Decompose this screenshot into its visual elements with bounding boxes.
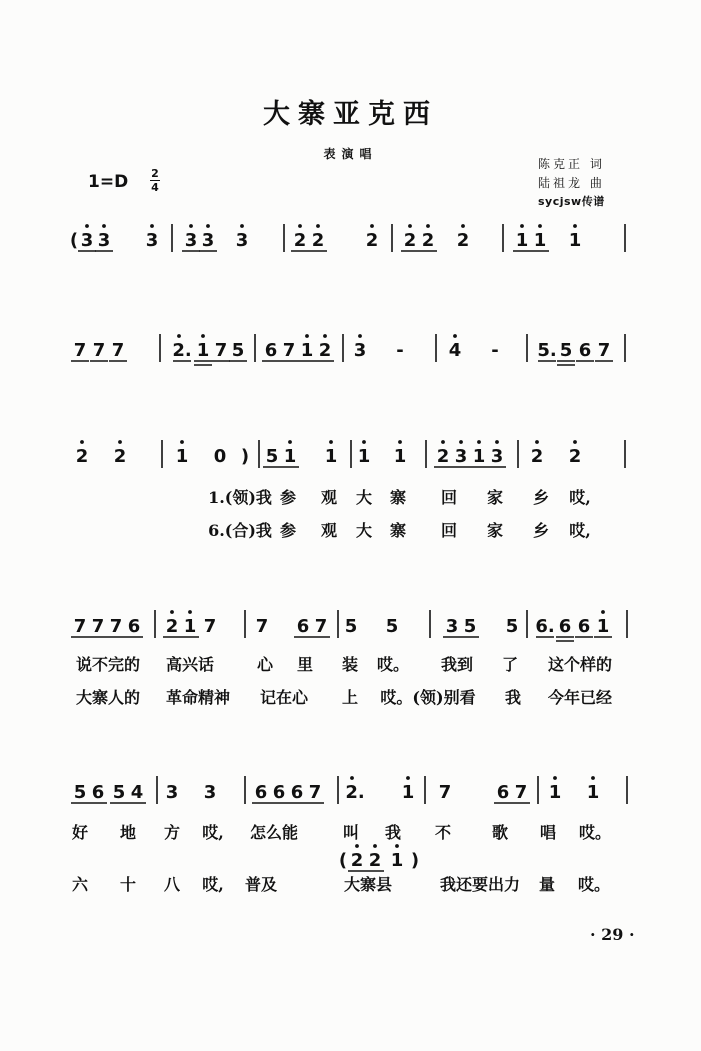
lyric-syllable: 我 [384,823,402,842]
lyric-syllable: 六 [71,875,89,894]
lyric-syllable: 回 [440,488,458,507]
notation-line-1 [0,218,701,268]
octave-dot [358,334,362,338]
lyric-syllable: 家 [486,488,504,507]
note: 1 [472,446,486,467]
lyric-line-3 [0,652,701,676]
lyric-syllable: 哎, [569,521,591,540]
lyric-syllable: 大寨人的 [75,688,141,707]
note: 5 [505,616,519,637]
lyric-syllable: 回 [440,521,458,540]
octave-dot [453,334,457,338]
lyric-syllable: 八 [163,875,181,894]
octave-dot [298,224,302,228]
lyric-syllable: 不 [434,823,452,842]
note: 7 [255,616,269,637]
note: 6 [254,782,268,803]
lyric-syllable: 唱 [539,823,557,842]
note: 5 [344,616,358,637]
lyric-syllable: 装 [341,655,359,674]
note: 5 [265,446,279,467]
note: 3 [201,230,215,251]
notation-svg [0,328,701,378]
note: 2 [421,230,435,251]
lyric-syllable: 了 [501,655,519,674]
lyric-syllable: 哎, [202,823,224,842]
lyric-syllable: 革命精神 [165,688,231,707]
octave-dot [373,844,377,848]
note: 7 [308,782,322,803]
song-title: 大寨亚克西 [263,99,438,130]
note: 1 [283,446,297,467]
note: 4 [448,340,462,361]
note: 5 [231,340,245,361]
note: 6 [577,616,591,637]
notation-line-2 [0,328,701,378]
lyric-syllable: 乡 [532,521,550,540]
lyric-syllable: 大 [355,521,373,540]
note: 2 [311,230,325,251]
note: 6. [535,616,555,637]
lyric-syllable: 参 [279,521,297,540]
note: 1 [548,782,562,803]
note: 1 [183,616,197,637]
lyric-syllable: 心 [256,655,274,674]
note: 2 [568,446,582,467]
bracket: ) [410,850,420,871]
octave-dot [170,610,174,614]
octave-dot [362,440,366,444]
octave-dot [535,440,539,444]
time-signature [150,168,160,193]
note: 7 [91,616,105,637]
note: 7 [314,616,328,637]
lyric-syllable: 我到 [440,655,474,674]
lyric-syllable: 里 [296,655,314,674]
octave-dot [150,224,154,228]
octave-dot [398,440,402,444]
bracket: ) [240,446,250,467]
lyric-syllable: 十 [119,875,137,894]
notation-line-3 [0,434,701,484]
note: 7 [214,340,228,361]
notation-line-4 [0,604,701,654]
note: 6 [578,340,592,361]
lyric-syllable: 地 [119,823,137,842]
note: 2 [75,446,89,467]
note: 4 [130,782,144,803]
note: 2. [172,340,192,361]
lyric-syllable: 6.(合)我 [208,521,272,540]
octave-dot [305,334,309,338]
lyric-syllable: 乡 [532,488,550,507]
octave-dot [495,440,499,444]
page-number: · 29 · [590,925,635,944]
octave-dot [370,224,374,228]
notation-svg [0,434,701,484]
octave-dot [177,334,181,338]
time-signature-bottom: 4 [151,181,159,194]
sustain-dash: - [491,340,499,361]
time-signature-top: 2 [151,167,159,180]
lyricist-credit: 陈克正 词 [538,157,605,171]
octave-dot [461,224,465,228]
octave-dot [288,440,292,444]
note: 2 [403,230,417,251]
note: 2 [530,446,544,467]
note: 6 [496,782,510,803]
note: 3 [184,230,198,251]
song-subtitle: 表演唱 [323,147,378,161]
octave-dot [316,224,320,228]
note: 6 [296,616,310,637]
octave-dot [406,776,410,780]
transcriber-credit: sycjsw传谱 [538,195,605,208]
note: 1 [196,340,210,361]
lyric-syllable: 观 [320,488,338,507]
note: 1 [175,446,189,467]
note: 3 [97,230,111,251]
octave-dot [188,610,192,614]
octave-dot [102,224,106,228]
octave-dot [80,440,84,444]
note: 3 [445,616,459,637]
note: 2 [436,446,450,467]
note: 7 [109,616,123,637]
note: 6 [127,616,141,637]
note: 2 [350,850,364,871]
composer-credit: 陆祖龙 曲 [538,176,605,190]
note: 0 [213,446,227,467]
note: 2 [365,230,379,251]
note: 5 [385,616,399,637]
lyric-syllable: 这个样的 [547,655,613,674]
lyric-syllable: 哎, [202,875,224,894]
lyric-line-1 [0,485,701,509]
note: 6 [290,782,304,803]
lyric-line-4 [0,685,701,709]
note: 5 [112,782,126,803]
lyric-syllable: 普及 [244,875,278,894]
octave-dot [601,610,605,614]
note: 2. [345,782,365,803]
note: 7 [438,782,452,803]
note: 7 [92,340,106,361]
octave-dot [426,224,430,228]
octave-dot [206,224,210,228]
note: 6 [558,616,572,637]
lyric-syllable: 哎。 [577,875,611,894]
octave-dot [355,844,359,848]
lyric-syllable: 今年已经 [547,688,613,707]
octave-dot [573,224,577,228]
lyric-syllable: 上 [341,688,359,707]
octave-dot [395,844,399,848]
key-signature: 1=D [88,172,129,192]
octave-dot [350,776,354,780]
note: 3 [353,340,367,361]
notation-svg [0,218,701,268]
octave-dot [591,776,595,780]
lyric-syllable: 怎么能 [249,823,299,842]
octave-dot [538,224,542,228]
note: 1 [533,230,547,251]
note: 7 [203,616,217,637]
note: 3 [235,230,249,251]
lyric-line-6 [0,872,701,896]
lyric-syllable: 哎。(领)别看 [380,688,476,707]
lyric-syllable: 记在心 [259,688,309,707]
note: 5 [73,782,87,803]
lyric-syllable: 哎。 [376,655,410,674]
octave-dot [85,224,89,228]
note: 1 [586,782,600,803]
octave-dot [240,224,244,228]
note: 7 [73,340,87,361]
note: 5 [559,340,573,361]
note: 3 [454,446,468,467]
note: 7 [111,340,125,361]
lyric-line-2 [0,518,701,542]
note: 3 [203,782,217,803]
lyric-syllable: 我还要出力 [439,875,521,894]
lyric-syllable: 哎。 [578,823,612,842]
note: 1 [393,446,407,467]
lyric-syllable: 寨 [389,488,407,507]
octave-dot [201,334,205,338]
note: 3 [490,446,504,467]
note: 2 [113,446,127,467]
lyric-syllable: 我 [504,688,522,707]
lyric-syllable: 歌 [491,823,509,842]
notation-line-5 [0,770,701,820]
lyric-syllable: 大寨县 [343,875,393,894]
note: 3 [165,782,179,803]
bracket: ( [69,230,79,251]
note: 7 [514,782,528,803]
note: 7 [282,340,296,361]
lyric-syllable: 寨 [389,521,407,540]
lyric-syllable: 大 [355,488,373,507]
note: 2 [368,850,382,871]
note: 6 [91,782,105,803]
bracket: ( [338,850,348,871]
note: 3 [145,230,159,251]
note: 2 [456,230,470,251]
notation-svg [0,770,701,820]
note: 1 [596,616,610,637]
lyric-syllable: 观 [320,521,338,540]
note: 1 [324,446,338,467]
note: 1 [357,446,371,467]
note: 2 [293,230,307,251]
note: 5. [537,340,557,361]
note: 1 [515,230,529,251]
lyric-syllable: 高兴话 [165,655,215,674]
octave-dot [520,224,524,228]
notation-svg [0,604,701,654]
octave-dot [329,440,333,444]
lyric-syllable: 叫 [342,823,360,842]
octave-dot [441,440,445,444]
note: 6 [264,340,278,361]
lyric-syllable: 说不完的 [75,655,141,674]
lyric-syllable: 方 [163,823,181,842]
octave-dot [553,776,557,780]
note: 7 [73,616,87,637]
octave-dot [459,440,463,444]
note: 1 [300,340,314,361]
note: 2 [165,616,179,637]
lyric-syllable: 哎, [569,488,591,507]
note: 1 [568,230,582,251]
octave-dot [180,440,184,444]
lyric-syllable: 参 [279,488,297,507]
note: 6 [272,782,286,803]
lyric-syllable: 1.(领)我 [208,488,272,507]
note: 3 [80,230,94,251]
sustain-dash: - [396,340,404,361]
octave-dot [408,224,412,228]
octave-dot [477,440,481,444]
note: 1 [390,850,404,871]
note: 5 [463,616,477,637]
note: 2 [318,340,332,361]
octave-dot [573,440,577,444]
octave-dot [189,224,193,228]
lyric-syllable: 好 [71,823,89,842]
lyric-syllable: 家 [486,521,504,540]
note: 1 [401,782,415,803]
octave-dot [118,440,122,444]
note: 7 [597,340,611,361]
lyric-syllable: 量 [538,875,556,894]
octave-dot [323,334,327,338]
